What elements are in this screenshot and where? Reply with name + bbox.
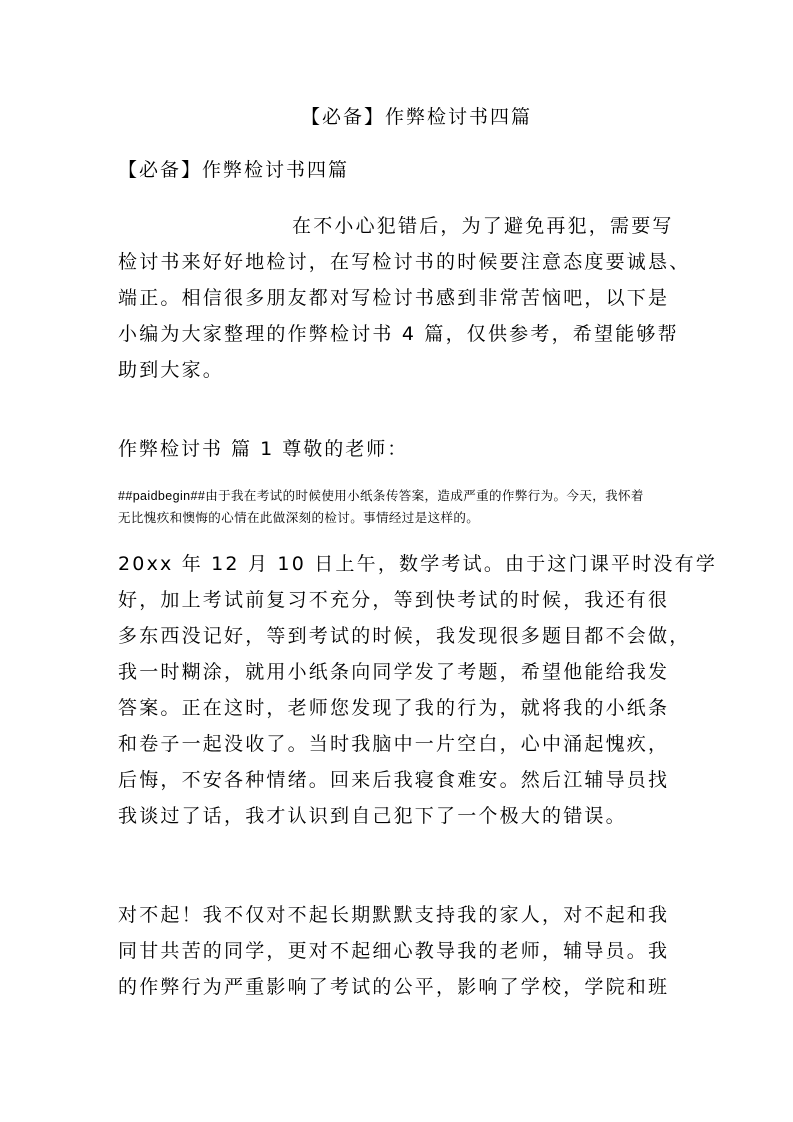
paragraph-line: 多东西没记好，等到考试的时候，我发现很多题目都不会做， <box>118 625 691 647</box>
section-heading: 作弊检讨书 篇 1 尊敬的老师： <box>118 438 409 460</box>
small-print-line <box>118 485 688 507</box>
paragraph-line: 和卷子一起没收了。当时我脑中一片空白，心中涌起愧疚， <box>118 733 670 755</box>
intro-line: 助到大家。 <box>118 359 225 381</box>
paragraph-line: 同甘共苦的同学，更对不起细心教导我的老师，辅导员。我 <box>118 940 670 962</box>
intro-line: 端正。相信很多朋友都对写检讨书感到非常苦恼吧，以下是 <box>118 287 670 309</box>
paragraph-line: 我谈过了话，我才认识到自己犯下了一个极大的错误。 <box>118 805 627 827</box>
paragraph-line: 我一时糊涂，就用小纸条向同学发了考题，希望他能给我发 <box>118 661 670 683</box>
intro-line: 小编为大家整理的作弊检讨书 4 篇，仅供参考，希望能够帮 <box>118 323 679 345</box>
small-print-paragraph <box>118 485 688 529</box>
small-print-line: 无比愧疚和懊悔的心情在此做深刻的检讨。事情经过是这样的。 <box>118 510 480 525</box>
paragraph-line: 20xx 年 12 月 10 日上午，数学考试。由于这门课平时没有学 <box>118 553 718 575</box>
body-paragraph-1 <box>118 546 718 834</box>
paragraph-line: 答案。正在这时，老师您发现了我的行为，就将我的小纸条 <box>118 697 670 719</box>
document-subtitle: 【必备】作弊检讨书四篇 <box>118 159 350 181</box>
paragraph-line: 对不起！我不仅对不起长期默默支持我的家人，对不起和我 <box>118 904 670 926</box>
small-print-text: 由于我在考试的时候使用小纸条传答案，造成严重的作弊行为。今天，我怀着 <box>205 488 644 503</box>
body-paragraph-2 <box>118 897 688 1005</box>
intro-line: 检讨书来好好地检讨，在写检讨书的时候要注意态度要诚恳、 <box>118 251 691 273</box>
paragraph-line: 的作弊行为严重影响了考试的公平，影响了学校，学院和班 <box>118 976 670 998</box>
paragraph-line: 后悔，不安各种情绪。回来后我寝食难安。然后江辅导员找 <box>118 769 670 791</box>
paragraph-line: 好，加上考试前复习不充分，等到快考试的时候，我还有很 <box>118 589 670 611</box>
intro-paragraph <box>118 208 691 388</box>
intro-line: 在不小心犯错后，为了避免再犯，需要写 <box>292 215 674 237</box>
paid-marker: ##paidbegin## <box>118 489 206 503</box>
document-title: 【必备】作弊检讨书四篇 <box>300 106 532 128</box>
